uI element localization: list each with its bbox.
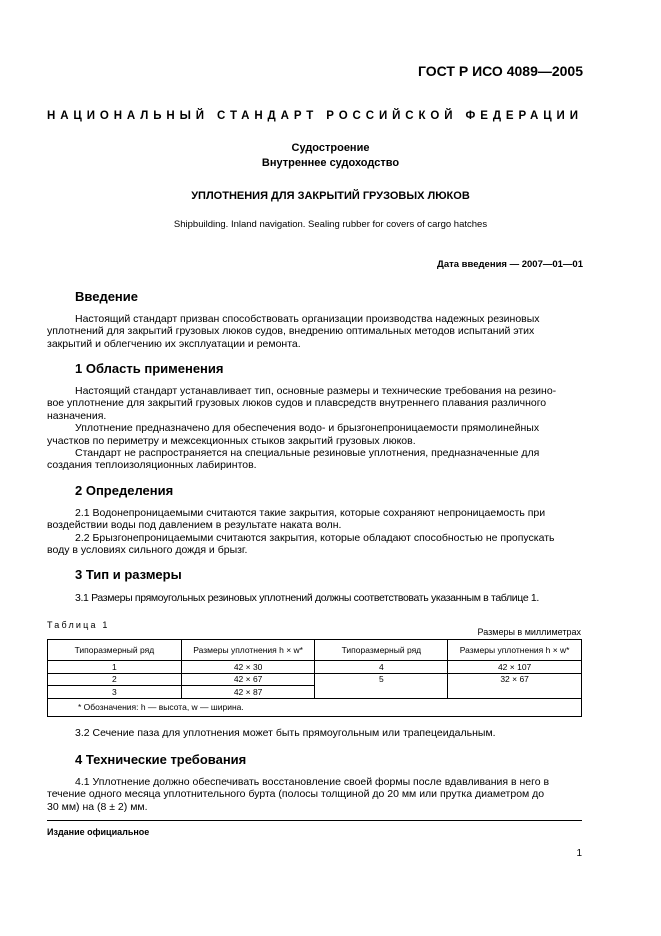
page-number: 1 bbox=[576, 848, 582, 859]
table-cell: 42 × 107 bbox=[448, 661, 582, 674]
table-row bbox=[48, 673, 582, 686]
title-line-1: Судостроение bbox=[291, 142, 370, 154]
intro-line: Настоящий стандарт призван способствовать организации производства надежных резиновых bbox=[75, 313, 540, 325]
table-units: Размеры в миллиметрах bbox=[477, 627, 581, 637]
table-cell: 2 bbox=[48, 673, 182, 686]
document-title: УПЛОТНЕНИЯ ДЛЯ ЗАКРЫТИЙ ГРУЗОВЫХ ЛЮКОВ bbox=[191, 190, 470, 202]
official-edition-label: Издание официальное bbox=[47, 827, 150, 837]
section1-line: Настоящий стандарт устанавливает тип, основные размеры и технические требования на резино- bbox=[75, 385, 557, 397]
table-cell: 42 × 67 bbox=[181, 673, 315, 686]
table-cell: 1 bbox=[48, 661, 182, 674]
section4-line: течение одного месяца уплотнительного бурта (полосы толщиной до 20 мм или прутка диаметром до bbox=[47, 788, 545, 801]
section4-paragraph bbox=[47, 776, 582, 813]
section3-paragraph-3-2: 3.2 Сечение паза для уплотнения может быть прямоугольным или трапецеидальным. bbox=[75, 727, 496, 739]
section1-line: Уплотнение предназначено для обеспечения водо- и брызгонепроницаемости прямолинейных bbox=[75, 422, 540, 435]
section2-line: 2.1 Водонепроницаемыми считаются такие закрытия, которые сохраняют непроницаемость при bbox=[75, 507, 546, 519]
section1-line: вое уплотнение для закрытий грузовых люков судов и плавсредств внутреннего плавания различного bbox=[47, 397, 547, 410]
section2-line: воду в условиях сильного дождя и брызг. bbox=[47, 544, 248, 557]
effective-date: Дата введения — 2007—01—01 bbox=[437, 259, 583, 270]
table-header-cell: Типоразмерный ряд bbox=[315, 640, 448, 661]
table-header-cell: Типоразмерный ряд bbox=[48, 640, 182, 661]
section1-line: Стандарт не распространяется на специальные резиновые уплотнения, предназначенные для bbox=[75, 447, 540, 460]
table-row bbox=[48, 661, 582, 674]
intro-line: закрытий и облегчению их эксплуатации и ремонта. bbox=[47, 337, 301, 350]
section4-line: 4.1 Уплотнение должно обеспечивать восстановление своей формы после вдавливания в него в bbox=[75, 776, 550, 788]
intro-paragraph bbox=[47, 313, 582, 350]
table-cell: 4 bbox=[315, 661, 448, 674]
table-header-cell: Размеры уплотнения h × w* bbox=[181, 640, 315, 661]
section3-heading: 3 Тип и размеры bbox=[75, 567, 182, 582]
table-footnote-row bbox=[48, 698, 582, 716]
table-cell: 42 × 30 bbox=[181, 661, 315, 674]
section2-paragraph bbox=[47, 507, 582, 557]
table-header-row bbox=[48, 640, 582, 661]
table-footnote: * Обозначения: h — высота, w — ширина. bbox=[48, 698, 582, 716]
table-cell: 32 × 67 bbox=[448, 673, 582, 698]
table-caption: Таблица 1 bbox=[47, 620, 110, 630]
table-cell: 5 bbox=[315, 673, 448, 698]
section1-paragraph bbox=[47, 385, 582, 472]
national-standard-banner: НАЦИОНАЛЬНЫЙ СТАНДАРТ РОССИЙСКОЙ ФЕДЕРАЦИИ bbox=[47, 110, 583, 122]
section1-heading: 1 Область применения bbox=[75, 361, 224, 376]
section1-line: создания теплоизоляционных лабиринтов. bbox=[47, 459, 257, 472]
section2-heading: 2 Определения bbox=[75, 483, 174, 498]
section4-line: 30 мм) на (8 ± 2) мм. bbox=[47, 800, 148, 813]
section2-line: 2.2 Брызгонепроницаемыми считаются закрытия, которые обладают способностью не пропускать bbox=[75, 531, 555, 544]
table-cell: 42 × 87 bbox=[181, 686, 315, 699]
section2-line: воздействии воды под давлением в результате наката волн. bbox=[47, 519, 342, 532]
footer-divider bbox=[47, 820, 582, 821]
title-line-2: Внутреннее судоходство bbox=[261, 157, 400, 169]
intro-heading: Введение bbox=[75, 289, 138, 304]
section4-heading: 4 Технические требования bbox=[75, 752, 247, 767]
section1-line: назначения. bbox=[47, 409, 107, 422]
section1-line: участков по периметру и межсекционных стыков закрытий грузовых люков. bbox=[47, 434, 416, 447]
table-header-cell: Размеры уплотнения h × w* bbox=[448, 640, 582, 661]
english-title: Shipbuilding. Inland navigation. Sealing rubber for covers of cargo hatches bbox=[173, 219, 488, 230]
dimensions-table bbox=[47, 639, 582, 717]
table-cell: 3 bbox=[48, 686, 182, 699]
section3-paragraph-3-1: 3.1 Размеры прямоугольных резиновых уплотнений должны соответствовать указанным в таблице 1. bbox=[75, 592, 539, 604]
intro-line: уплотнений для закрытий грузовых люков судов, внедрению оптимальных методов испытаний этих bbox=[47, 325, 535, 338]
gost-number: ГОСТ Р ИСО 4089—2005 bbox=[418, 63, 583, 79]
